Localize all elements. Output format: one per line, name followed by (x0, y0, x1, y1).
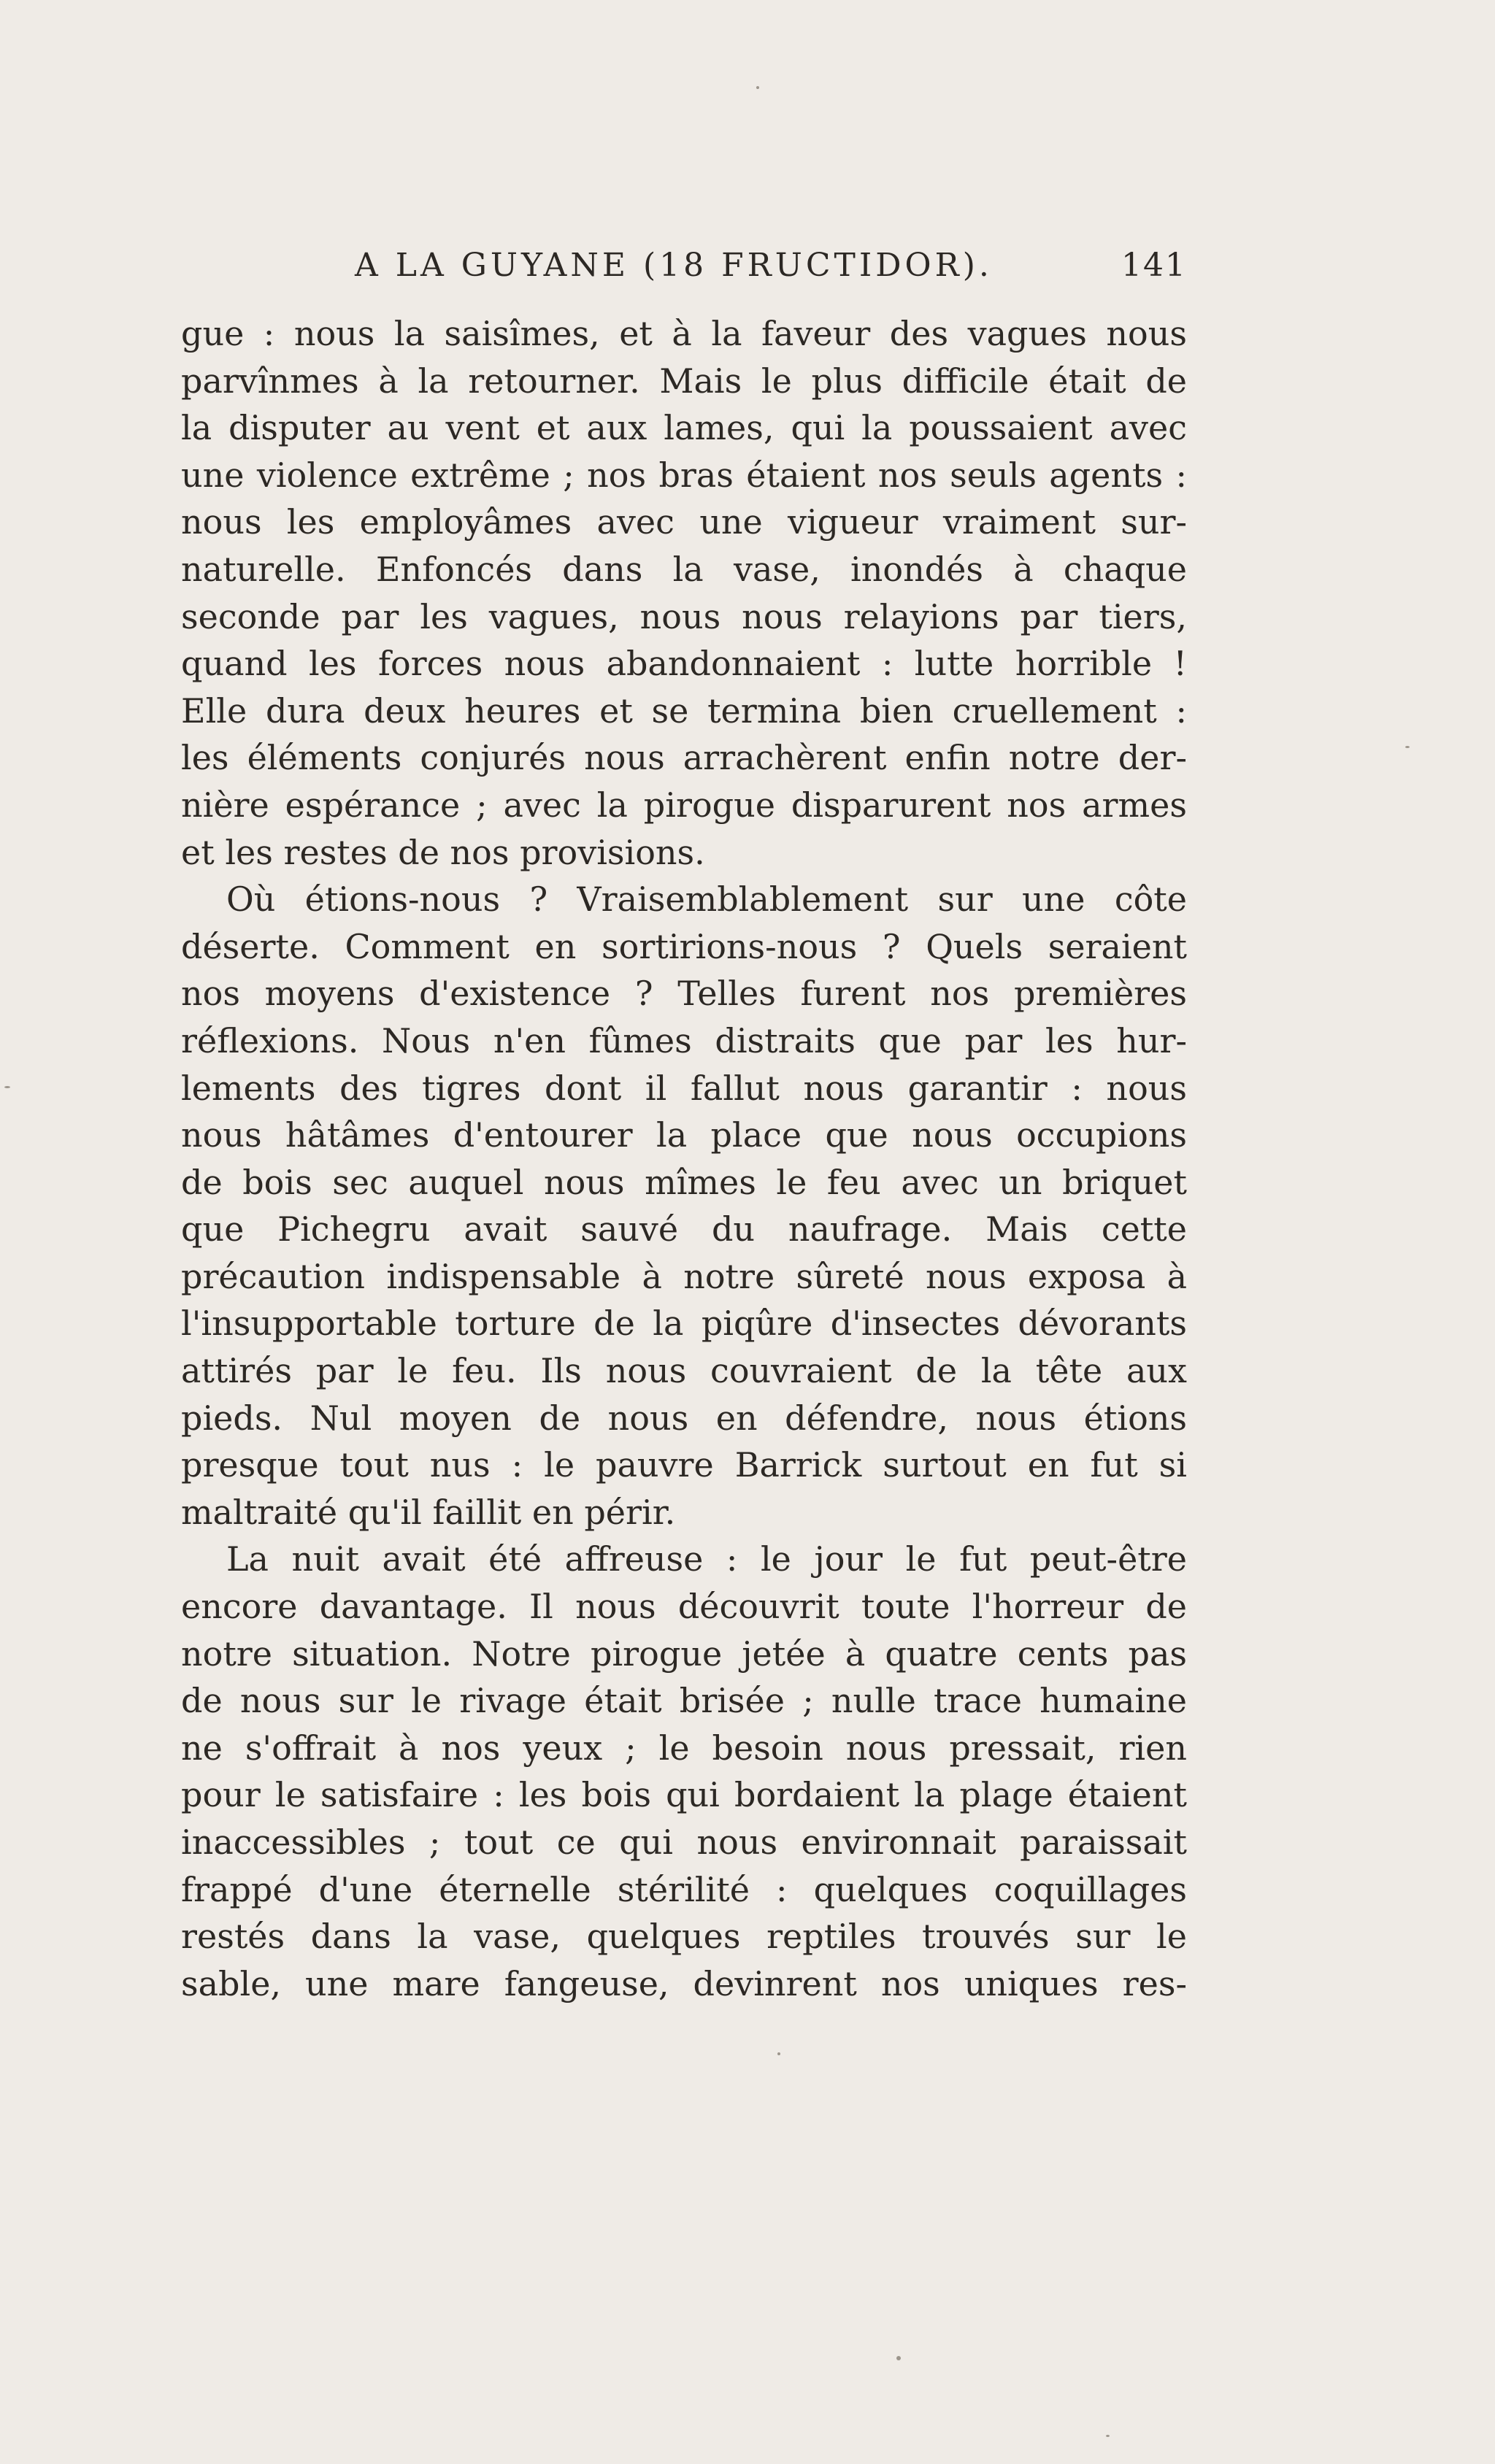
paragraph-end-line: et les restes de nos provisions. (181, 832, 705, 872)
text-line: nous hâtâmes d'entourer la place que nous occupions (181, 1115, 1187, 1155)
text-line: de nous sur le rivage était brisée ; nulle trace humaine (181, 1681, 1187, 1721)
text-line: gue : nous la saisîmes, et à la faveur des vagues nous (181, 314, 1187, 353)
text-line: la disputer au vent et aux lames, qui la poussaient avec (181, 408, 1187, 448)
text-line: les éléments conjurés nous arrachèrent enfin notre der- (181, 738, 1187, 778)
text-line: nière espérance ; avec la pirogue disparurent nos armes (181, 785, 1187, 825)
text-line: précaution indispensable à notre sûreté nous exposa à (181, 1256, 1187, 1296)
text-line: que Pichegru avait sauvé du naufrage. Mais cette (181, 1209, 1187, 1250)
text-line: nous les employâmes avec une vigueur vraiment sur- (181, 502, 1187, 542)
text-line: pieds. Nul moyen de nous en défendre, nous étions (181, 1398, 1187, 1438)
body-text (181, 310, 1187, 2007)
paragraph-end-line: maltraité qu'il faillit en périr. (181, 1492, 676, 1532)
text-line: nos moyens d'existence ? Telles furent nos premières (181, 974, 1187, 1014)
text-line: l'insupportable torture de la piqûre d'insectes dévorants (181, 1304, 1187, 1344)
paper-speck (1106, 2435, 1110, 2437)
paragraph-start-line: La nuit avait été affreuse : le jour le fut peut-être (226, 1539, 1187, 1579)
text-line: une violence extrême ; nos bras étaient nos seuls agents : (181, 455, 1187, 495)
page-header (181, 239, 1187, 292)
text-line: réflexions. Nous n'en fûmes distraits que par les hur- (181, 1020, 1187, 1060)
text-line: frappé d'une éternelle stérilité : quelques coquillages (181, 1869, 1187, 1909)
text-line: Elle dura deux heures et se termina bien cruellement : (181, 690, 1187, 731)
text-line: lements des tigres dont il fallut nous garantir : nous (181, 1068, 1187, 1108)
page-number: 141 (1121, 247, 1187, 284)
text-line: naturelle. Enfoncés dans la vase, inondés à chaque (181, 549, 1187, 589)
text-line: sable, une mare fangeuse, devinrent nos uniques res- (181, 1963, 1187, 2003)
paper-speck (4, 1086, 10, 1088)
text-line: de bois sec auquel nous mîmes le feu avec un briquet (181, 1162, 1187, 1202)
text-line: déserte. Comment en sortirions-nous ? Quels seraient (181, 926, 1187, 966)
paper-speck (896, 2356, 901, 2360)
text-line: restés dans la vase, quelques reptiles trouvés sur le (181, 1917, 1187, 1957)
text-line: seconde par les vagues, nous nous relayions par tiers, (181, 596, 1187, 636)
text-line: encore davantage. Il nous découvrit toute l'horreur de (181, 1587, 1187, 1627)
paragraph-start-line: Où étions-nous ? Vraisemblablement sur une côte (226, 879, 1187, 920)
running-title: A LA GUYANE (18 FRUCTIDOR). (355, 247, 993, 284)
text-line: attirés par le feu. Ils nous couvraient de la tête aux (181, 1351, 1187, 1391)
text-line: ne s'offrait à nos yeux ; le besoin nous pressait, rien (181, 1728, 1187, 1768)
text-line: inaccessibles ; tout ce qui nous environnait paraissait (181, 1822, 1187, 1862)
text-line: presque tout nus : le pauvre Barrick surtout en fut si (181, 1445, 1187, 1485)
text-line: notre situation. Notre pirogue jetée à quatre cents pas (181, 1633, 1187, 1674)
text-line: parvînmes à la retourner. Mais le plus difficile était de (181, 361, 1187, 401)
paper-speck (1405, 746, 1410, 748)
text-line: quand les forces nous abandonnaient : lutte horrible ! (181, 644, 1187, 684)
paper-speck (777, 2052, 780, 2055)
paper-speck (756, 86, 759, 89)
text-line: pour le satisfaire : les bois qui bordaient la plage étaient (181, 1775, 1187, 1815)
